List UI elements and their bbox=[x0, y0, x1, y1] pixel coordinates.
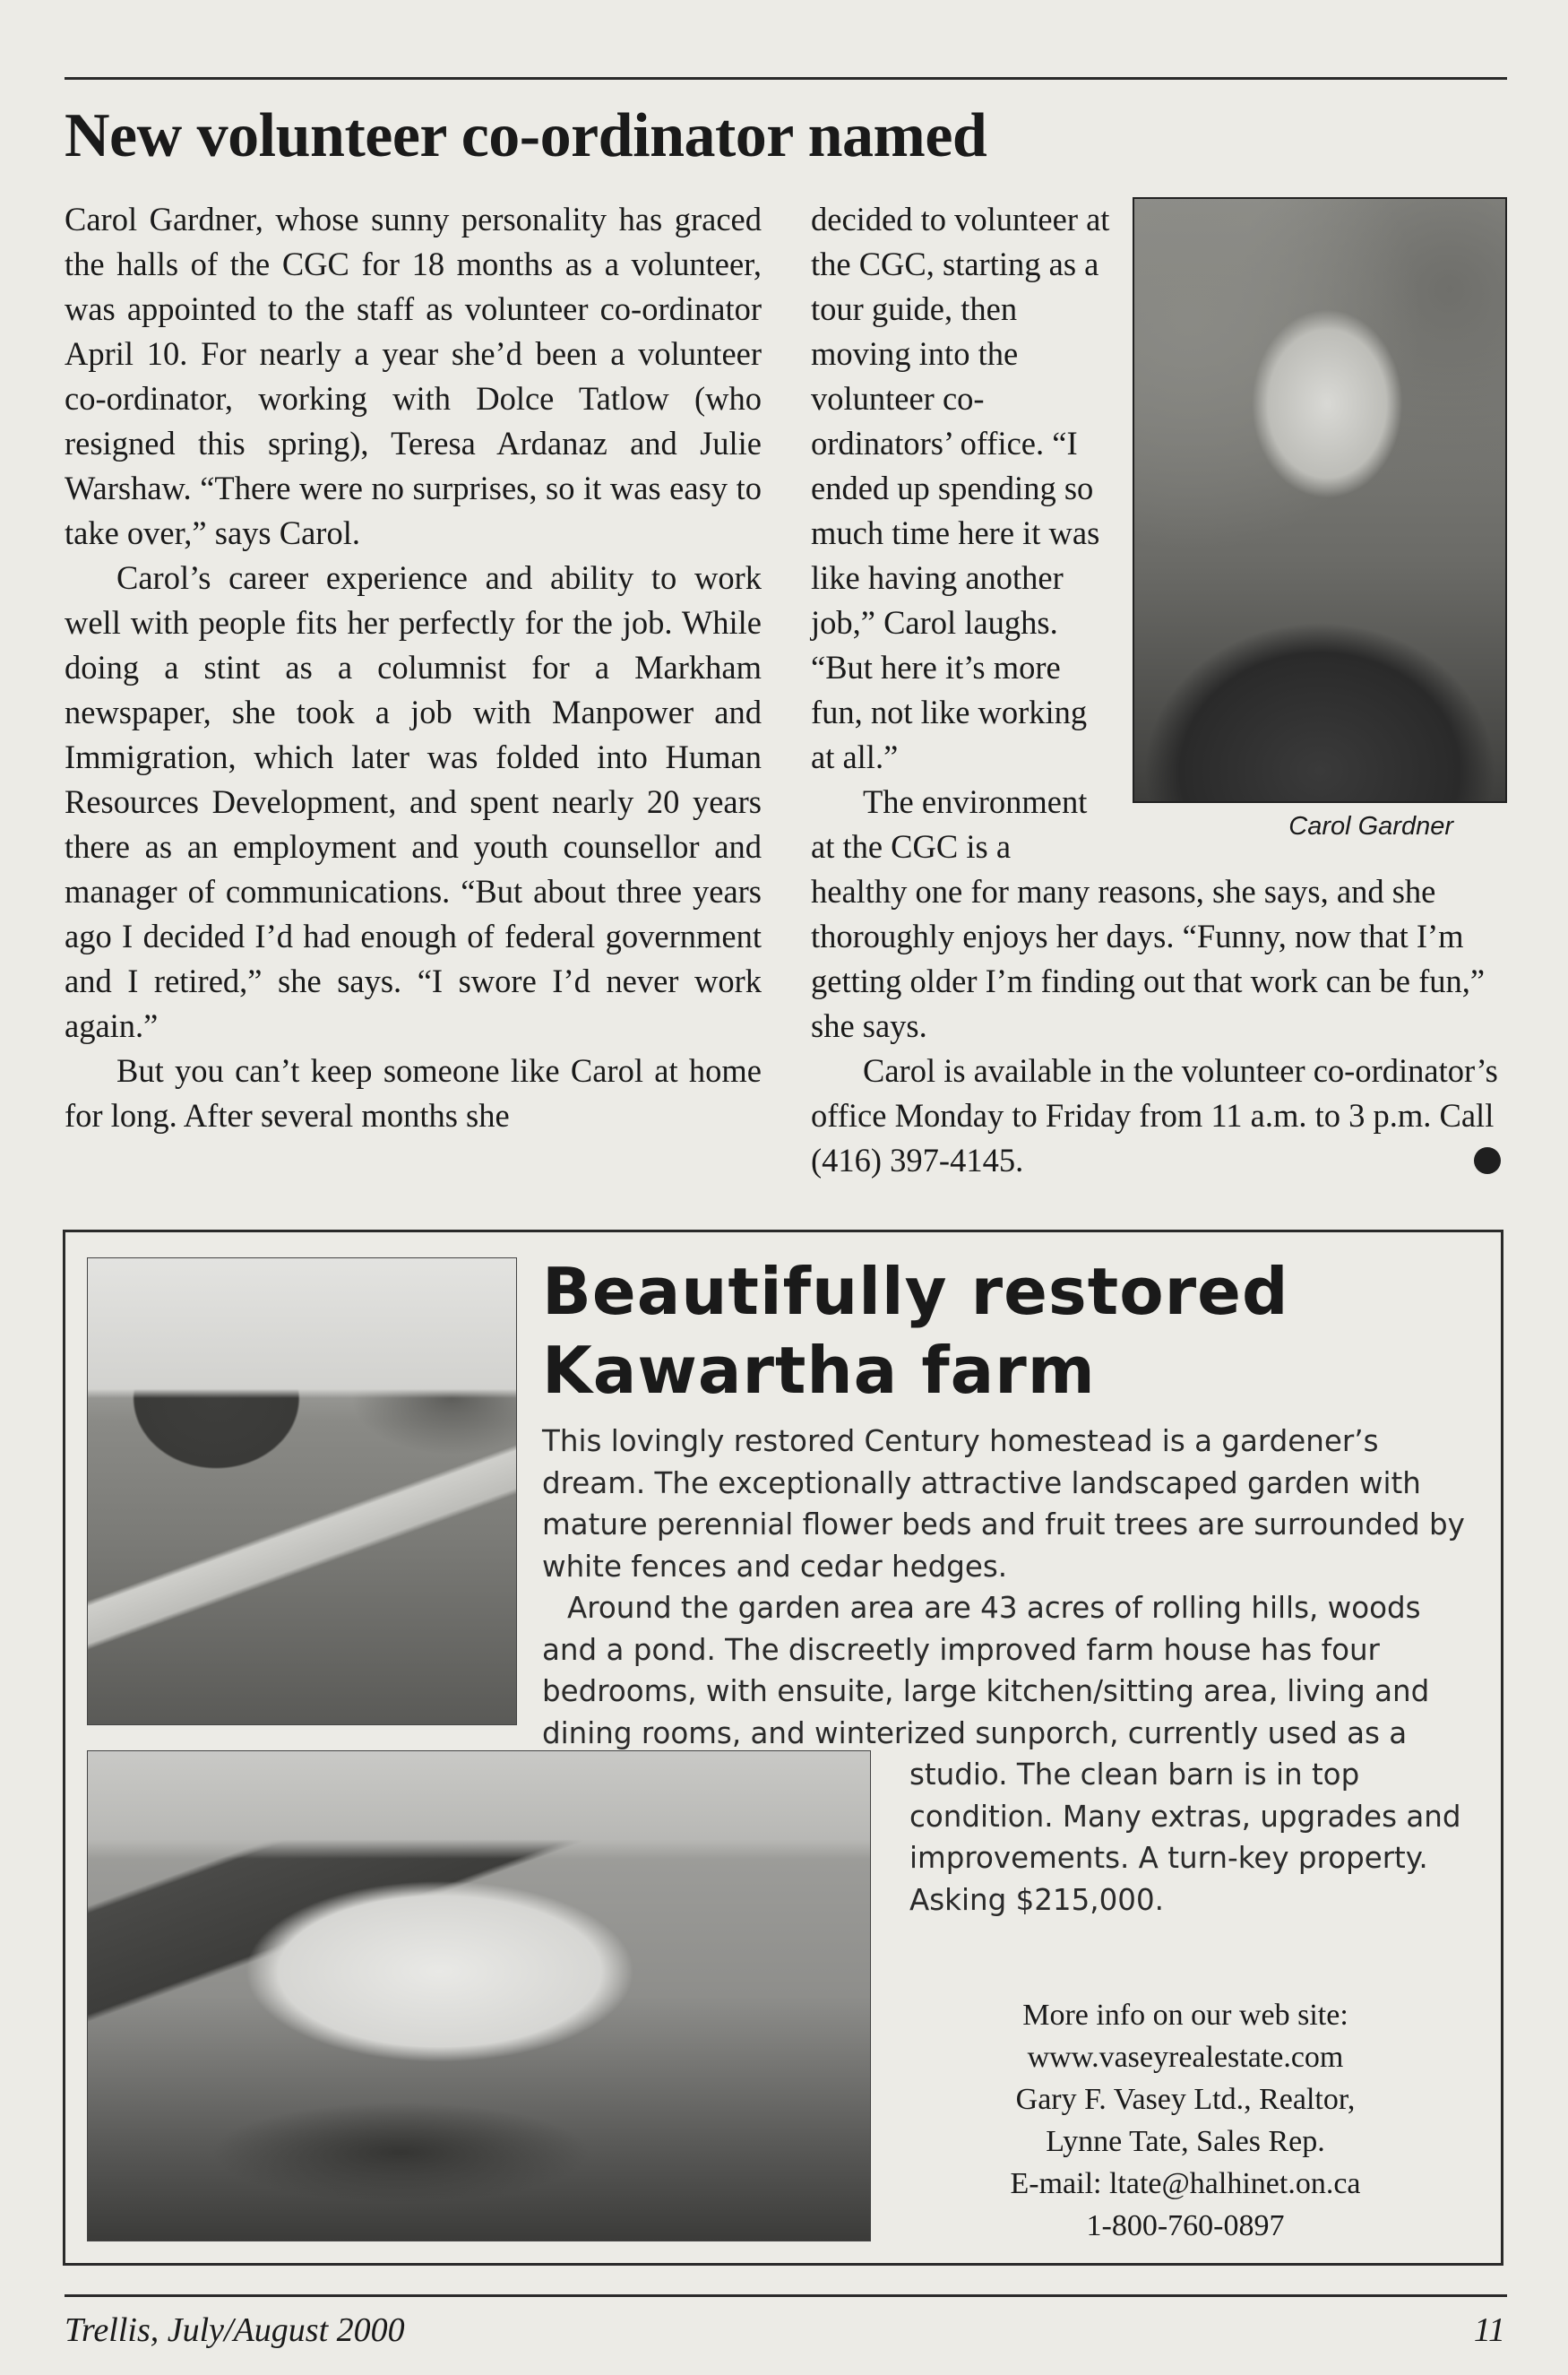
website-link[interactable]: www.vaseyrealestate.com bbox=[1027, 2041, 1344, 2074]
page-number: 11 bbox=[1473, 2311, 1505, 2349]
article-paragraph: Carol’s career experience and ability to work well with people fits her perfectly for the job. While doing a stint as a columnist for a Markham newspaper, she took a job with Manpower and Immigration, which later was folded into Human Resources Development, and spent nearly 20 years there as an employment and youth counsellor and manager of communications. “But about three years ago I decided I’d had enough of federal government and I retired,” she says. “I swore I’d never work again.” bbox=[65, 559, 762, 1044]
ad-paragraph: This lovingly restored Century homestead is a gardener’s dream. The exceptionally attractive landscaped garden with mature perennial flower beds and fruit trees are surrounded by white fences and cedar hedges. bbox=[542, 1424, 1465, 1584]
barn-photo bbox=[87, 1257, 517, 1725]
article-paragraph: Carol is available in the volunteer co-ordinator’s office Monday to Friday from 11 a.m. to 3 p.m. Call (416) 397-4145. bbox=[811, 1052, 1498, 1179]
ad-title-line: Beautifully restored bbox=[542, 1254, 1289, 1329]
ad-contact-block bbox=[872, 1994, 1499, 2247]
article-paragraph: decided to volunteer at the CGC, starting as a tour guide, then moving into the volunteer co-ordinators’ office. “I ended up spending so much time here it was like having another job,” Carol laughs. “But here it’s more fun, not like working at all.” bbox=[811, 201, 1110, 775]
article-paragraph: But you can’t keep someone like Carol at home for long. After several months she bbox=[65, 1052, 762, 1134]
article-headline: New volunteer co-ordinator named bbox=[65, 101, 987, 170]
end-of-article-icon bbox=[1474, 1147, 1501, 1174]
portrait-photo bbox=[1133, 197, 1507, 803]
top-rule bbox=[65, 77, 1507, 80]
bottom-rule bbox=[65, 2294, 1507, 2297]
publication-footer: Trellis, July/August 2000 bbox=[65, 2311, 405, 2349]
portrait-figure bbox=[1133, 197, 1507, 869]
article-column-2 bbox=[811, 197, 1507, 1183]
article-paragraph: The environment at the CGC is a healthy one for many reasons, she says, and she thoroughly enjoys her days. “Funny, now that I’m getting older I’m finding out that work can be fun,” she says. bbox=[811, 783, 1486, 1044]
real-estate-ad bbox=[63, 1230, 1503, 2266]
ad-title-line: Kawartha farm bbox=[542, 1333, 1096, 1408]
ad-title bbox=[542, 1252, 1289, 1410]
ad-paragraph: Around the garden area are 43 acres of rolling hills, woods and a pond. The discreetly improved farm house has four bedrooms, with ensuite, large kitchen/sitting area, living and dining rooms, and winterized sunporch, currently used as a studio. The clean barn is in top condition. Many extras, upgrades and improvements. A turn-key property. Asking $215,000. bbox=[542, 1591, 1461, 1917]
contact-line: Gary F. Vasey Ltd., Realtor, bbox=[1015, 2083, 1356, 2116]
article-paragraph: Carol Gardner, whose sunny personality has graced the halls of the CGC for 18 months as a volunteer, was appointed to the staff as volunteer co-ordinator April 10. For nearly a year she’d been a volunteer co-ordinator, working with Dolce Tatlow (who resigned this spring), Teresa Ardanaz and Julie Warshaw. “There were no surprises, so it was easy to take over,” says Carol. bbox=[65, 201, 762, 551]
farmhouse-photo bbox=[87, 1750, 871, 2241]
contact-line: Lynne Tate, Sales Rep. bbox=[1046, 2125, 1325, 2158]
article-column-1 bbox=[65, 197, 762, 1138]
contact-line: More info on our web site: bbox=[1022, 1999, 1348, 2032]
email-link[interactable]: E-mail: ltate@halhinet.on.ca bbox=[1010, 2167, 1361, 2200]
photo-caption: Carol Gardner bbox=[1288, 812, 1453, 841]
phone-number: 1-800-760-0897 bbox=[1086, 2209, 1285, 2242]
